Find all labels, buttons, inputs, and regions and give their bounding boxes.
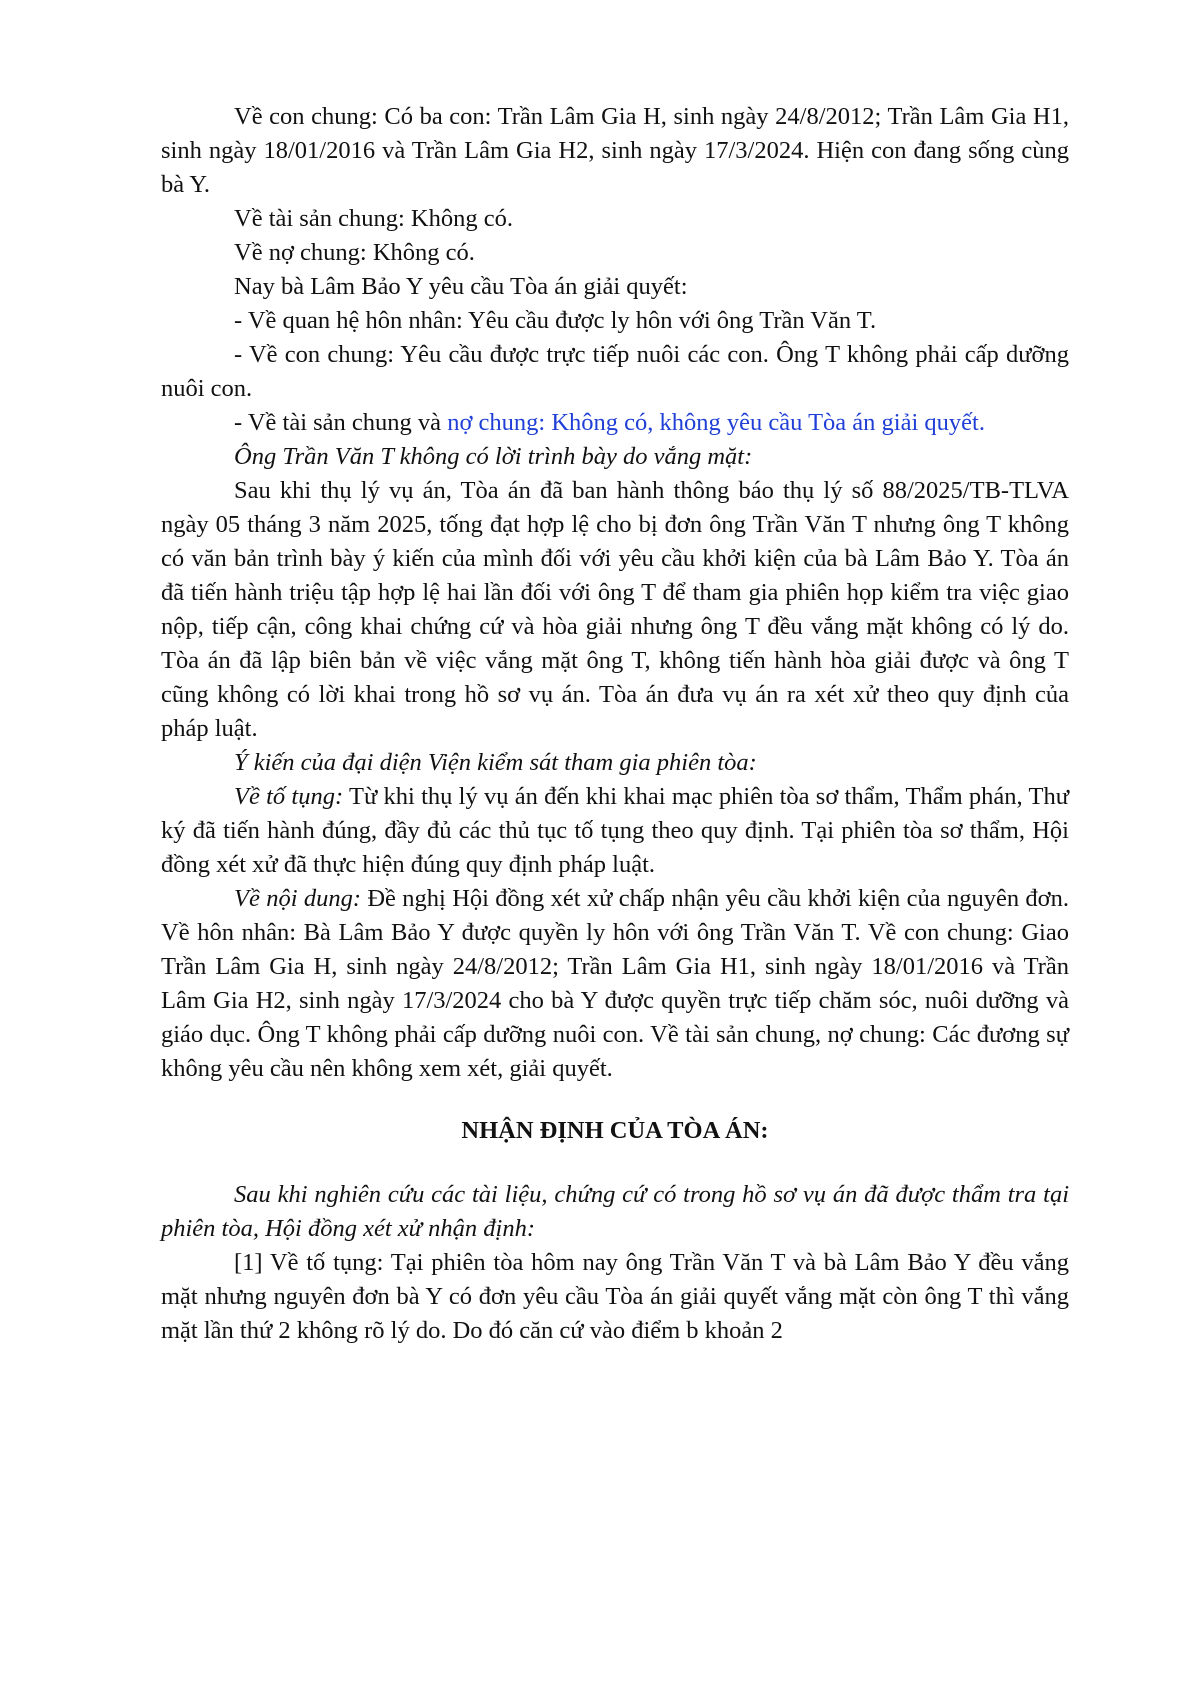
paragraph-content-opinion: [161, 882, 1069, 1086]
paragraph-text: Từ khi thụ lý vụ án đến khi khai mạc phiên tòa sơ thẩm, Thẩm phán, Thư ký đã tiến hành đúng, đầy đủ các thủ tục tố tụng theo quy định. Tại phiên tòa sơ thẩm, Hội đồng xét xử đã thực hiện đúng quy định pháp luật.: [161, 783, 1069, 878]
paragraph-defendant-absence: [161, 474, 1069, 746]
paragraph-procedure-assessment: [161, 1246, 1069, 1348]
paragraph-request-marriage: [161, 304, 1069, 338]
paragraph-text: Về nợ chung: Không có.: [234, 239, 475, 266]
paragraph-text: Nay bà Lâm Bảo Y yêu cầu Tòa án giải quyết:: [234, 273, 688, 300]
paragraph-common-property: [161, 202, 1069, 236]
italic-label: Về tố tụng:: [234, 783, 344, 810]
paragraph-text: Ông Trần Văn T không có lời trình bày do vắng mặt:: [234, 443, 753, 470]
paragraph-text: - Về con chung: Yêu cầu được trực tiếp nuôi các con. Ông T không phải cấp dưỡng nuôi con.: [161, 341, 1069, 402]
paragraph-text: Về tài sản chung: Không có.: [234, 205, 513, 232]
paragraph-request-children: [161, 338, 1069, 406]
paragraph-text: Về con chung: Có ba con: Trần Lâm Gia H, sinh ngày 24/8/2012; Trần Lâm Gia H1, sinh ngày 18/01/2016 và Trần Lâm Gia H2, sinh ngày 17/3/2024. Hiện con đang sống cùng bà Y.: [161, 103, 1069, 198]
paragraph-request-intro: [161, 270, 1069, 304]
heading-text: NHẬN ĐỊNH CỦA TÒA ÁN:: [461, 1117, 769, 1144]
document-page: [161, 100, 1069, 1348]
paragraph-text: Đề nghị Hội đồng xét xử chấp nhận yêu cầu khởi kiện của nguyên đơn. Về hôn nhân: Bà Lâm Bảo Y được quyền ly hôn với ông Trần Văn T. Về con chung: Giao Trần Lâm Gia H, sinh ngày 24/8/2012; Trần Lâm Gia H1, sinh ngày 18/01/2016 và Trần Lâm Gia H2, sinh ngày 17/3/2024 cho bà Y được quyền trực tiếp chăm sóc, nuôi dưỡng và giáo dục. Ông T không phải cấp dưỡng nuôi con. Về tài sản chung, nợ chung: Các đương sự không yêu cầu nên không xem xét, giải quyết.: [161, 885, 1069, 1082]
paragraph-text: - Về quan hệ hôn nhân: Yêu cầu được ly hôn với ông Trần Văn T.: [234, 307, 877, 334]
italic-label: Về nội dung:: [234, 885, 362, 912]
paragraph-text: - Về tài sản chung và: [234, 409, 448, 436]
section-heading: [161, 1114, 1069, 1148]
paragraph-text: Sau khi nghiên cứu các tài liệu, chứng cứ có trong hồ sơ vụ án đã được thẩm tra tại phiên tòa, Hội đồng xét xử nhận định:: [161, 1181, 1069, 1242]
paragraph-text: Ý kiến của đại diện Viện kiểm sát tham gia phiên tòa:: [234, 749, 757, 776]
highlighted-text: nợ chung: Không có, không yêu cầu Tòa án giải quyết.: [447, 409, 985, 436]
paragraph-text: [1] Về tố tụng: Tại phiên tòa hôm nay ông Trần Văn T và bà Lâm Bảo Y đều vắng mặt nhưng nguyên đơn bà Y có đơn yêu cầu Tòa án giải quyết vắng mặt còn ông T thì vắng mặt lần thứ 2 không rõ lý do. Do đó căn cứ vào điểm b khoản 2: [161, 1249, 1069, 1344]
paragraph-procuracy-heading: [161, 746, 1069, 780]
paragraph-children: [161, 100, 1069, 202]
paragraph-common-debt: [161, 236, 1069, 270]
paragraph-defendant-heading: [161, 440, 1069, 474]
paragraph-text: Sau khi thụ lý vụ án, Tòa án đã ban hành thông báo thụ lý số 88/2025/TB-TLVA ngày 05 tháng 3 năm 2025, tống đạt hợp lệ cho bị đơn ông Trần Văn T nhưng ông T không có văn bản trình bày ý kiến của mình đối với yêu cầu khởi kiện của bà Lâm Bảo Y. Tòa án đã tiến hành triệu tập hợp lệ hai lần đối với ông T để tham gia phiên họp kiểm tra việc giao nộp, tiếp cận, công khai chứng cứ và hòa giải nhưng ông T đều vắng mặt không có lý do. Tòa án đã lập biên bản về việc vắng mặt ông T, không tiến hành hòa giải được và ông T cũng không có lời khai trong hồ sơ vụ án. Tòa án đưa vụ án ra xét xử theo quy định của pháp luật.: [161, 477, 1069, 742]
paragraph-request-property: [161, 406, 1069, 440]
paragraph-court-assessment-intro: [161, 1178, 1069, 1246]
paragraph-procedure-opinion: [161, 780, 1069, 882]
